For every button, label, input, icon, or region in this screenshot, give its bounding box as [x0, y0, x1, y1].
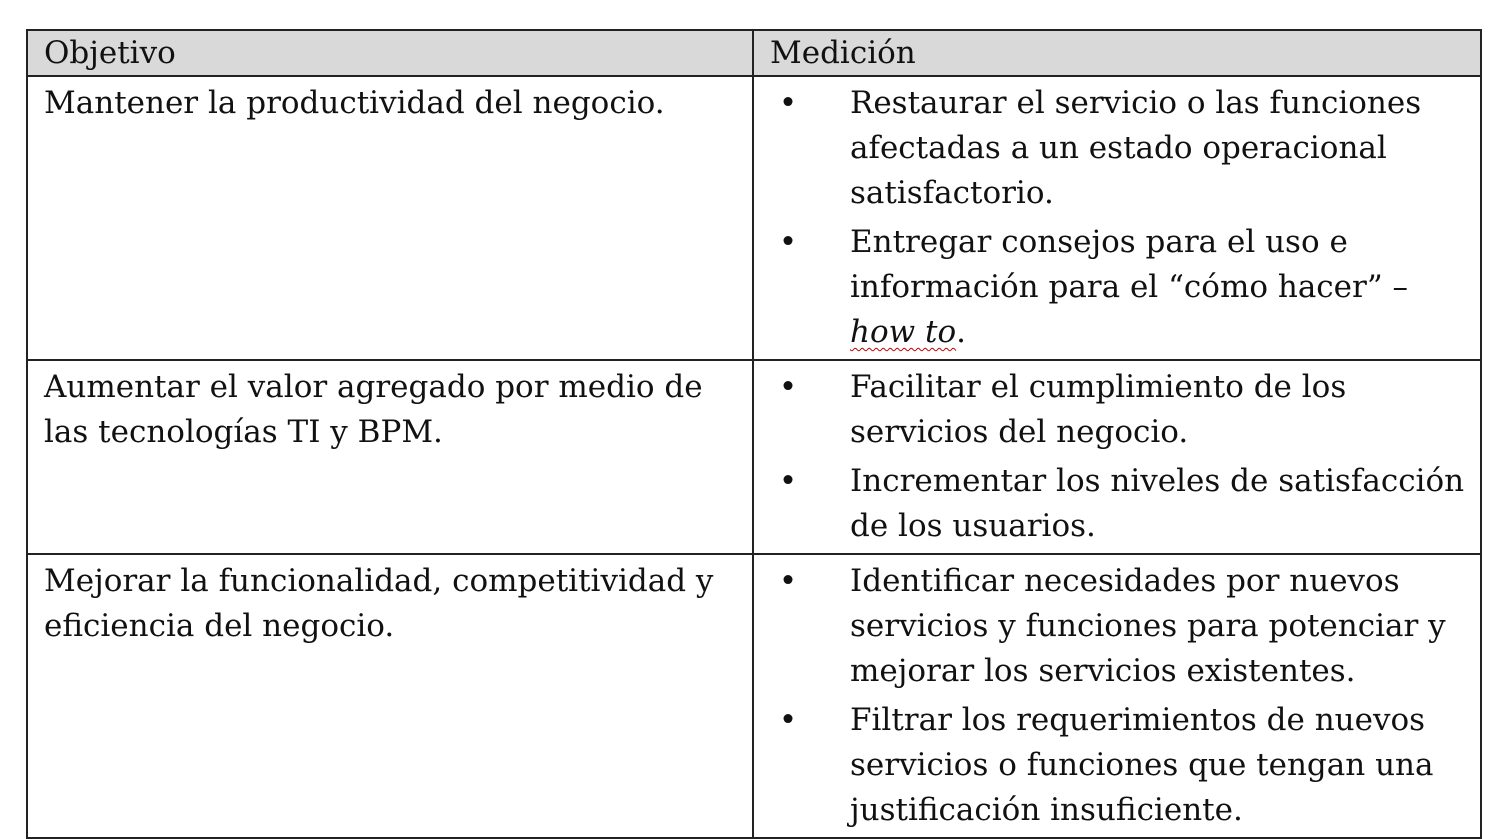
- header-medicion: Medición: [753, 30, 1481, 76]
- objetivo-cell: Mantener la productividad del negocio.: [27, 76, 753, 360]
- list-item: [778, 220, 1472, 355]
- header-objetivo: Objetivo: [27, 30, 753, 76]
- objetivo-cell: Aumentar el valor agregado por medio de las tecnologías TI y BPM.: [27, 360, 753, 554]
- list-item-text: Filtrar los requerimientos de nuevos servicios o funciones que tengan una justificación insuficiente.: [850, 702, 1434, 828]
- bullet-icon: •: [778, 702, 798, 738]
- list-item: [778, 559, 1472, 694]
- medicion-cell: [753, 76, 1481, 360]
- objectives-table: [26, 29, 1482, 839]
- objetivo-cell: Mejorar la funcionalidad, competitividad y eficiencia del negocio.: [27, 554, 753, 838]
- medicion-list: [778, 365, 1472, 549]
- list-item-tail: .: [956, 314, 966, 350]
- medicion-list: [778, 559, 1472, 833]
- bullet-icon: •: [778, 224, 798, 260]
- list-item: [778, 365, 1472, 455]
- header-row: [27, 30, 1481, 76]
- list-item-text: Entregar consejos para el uso e información para el “cómo hacer” –: [850, 224, 1409, 305]
- bullet-icon: •: [778, 563, 798, 599]
- table-row: [27, 554, 1481, 838]
- table-row: [27, 76, 1481, 360]
- bullet-icon: •: [778, 85, 798, 121]
- bullet-icon: •: [778, 463, 798, 499]
- medicion-cell: [753, 360, 1481, 554]
- medicion-cell: [753, 554, 1481, 838]
- list-item-text: Restaurar el servicio o las funciones afectadas a un estado operacional satisfactorio.: [850, 85, 1422, 211]
- list-item: [778, 459, 1472, 549]
- list-item: [778, 698, 1472, 833]
- list-item-italic-text: how to: [850, 314, 957, 350]
- list-item-text: Facilitar el cumplimiento de los servicios del negocio.: [850, 369, 1347, 450]
- bullet-icon: •: [778, 369, 798, 405]
- medicion-list: [778, 81, 1472, 355]
- list-item: [778, 81, 1472, 216]
- table-row: [27, 360, 1481, 554]
- list-item-text: Incrementar los niveles de satisfacción de los usuarios.: [850, 463, 1465, 544]
- list-item-text: Identificar necesidades por nuevos servicios y funciones para potenciar y mejorar los servicios existentes.: [850, 563, 1446, 689]
